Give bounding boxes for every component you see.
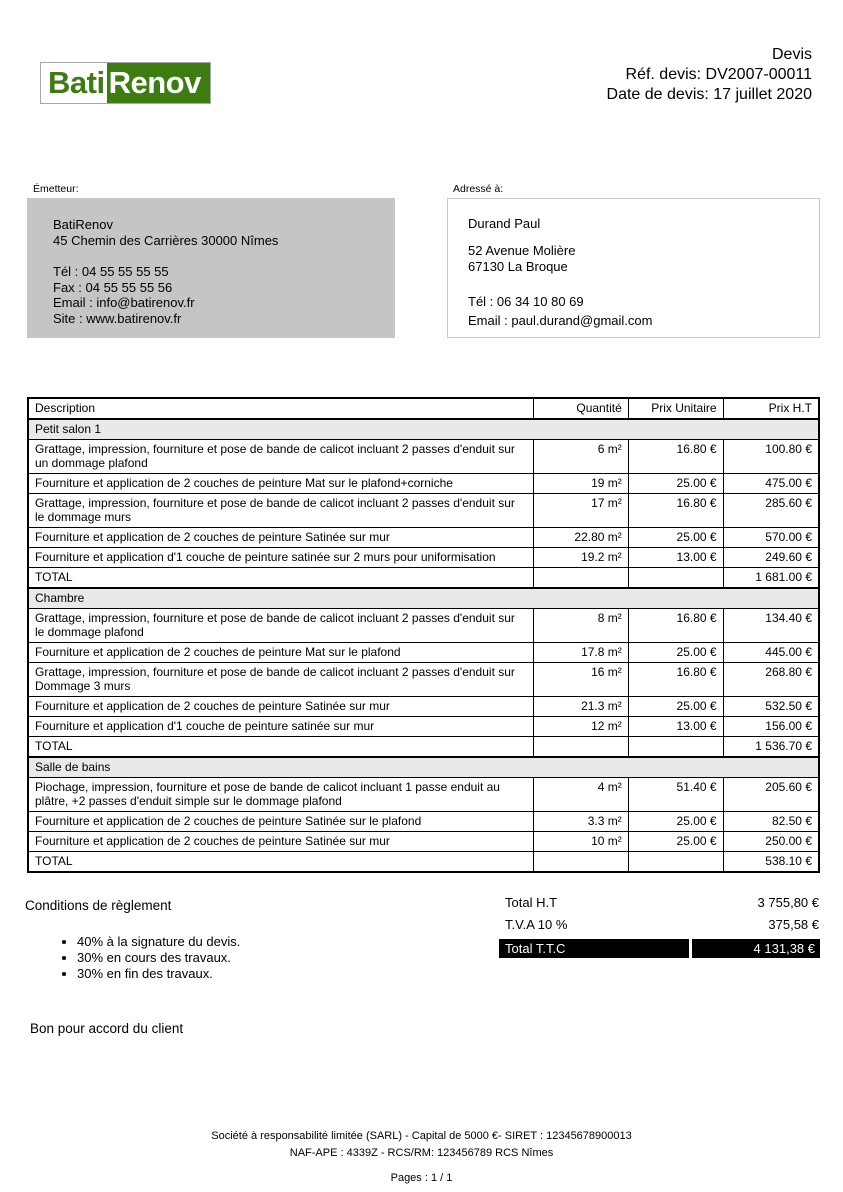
emitter-site: Site : www.batirenov.fr xyxy=(53,310,182,326)
item-quantity: 16 m² xyxy=(533,663,628,697)
item-price: 475.00 € xyxy=(723,474,819,494)
item-row xyxy=(28,548,819,568)
payment-condition-item: • 30% en fin des travaux. xyxy=(77,966,445,982)
empty-cell xyxy=(628,737,723,758)
item-row xyxy=(28,474,819,494)
emitter-tel: Tél : 04 55 55 55 55 xyxy=(53,264,169,279)
item-row xyxy=(28,494,819,528)
item-unit-price: 25.00 € xyxy=(628,474,723,494)
column-header-price: Prix H.T xyxy=(723,398,819,419)
emitter-label: Émetteur: xyxy=(33,183,79,195)
item-quantity: 22.80 m² xyxy=(533,528,628,548)
item-row xyxy=(28,528,819,548)
item-price: 100.80 € xyxy=(723,440,819,474)
tva-value: 375,58 € xyxy=(768,917,819,932)
payment-conditions xyxy=(25,898,445,982)
item-description: Fourniture et application de 2 couches de peinture Satinée sur mur xyxy=(28,528,533,548)
emitter-box xyxy=(27,198,395,338)
payment-conditions-title: Conditions de règlement xyxy=(25,898,172,913)
item-price: 205.60 € xyxy=(723,778,819,812)
recipient-label: Adressé à: xyxy=(453,183,504,195)
item-quantity: 17.8 m² xyxy=(533,643,628,663)
section-header-row xyxy=(28,757,819,778)
item-price: 570.00 € xyxy=(723,528,819,548)
recipient-block xyxy=(447,183,820,338)
section-header-row xyxy=(28,588,819,609)
items-table xyxy=(27,397,820,873)
item-unit-price: 51.40 € xyxy=(628,778,723,812)
emitter-fax: Fax : 04 55 55 55 56 xyxy=(53,279,173,295)
recipient-box xyxy=(447,198,820,338)
item-row xyxy=(28,643,819,663)
item-row xyxy=(28,812,819,832)
section-total-row xyxy=(28,852,819,873)
tva-row xyxy=(499,917,820,933)
payment-condition-item: • 40% à la signature du devis. xyxy=(77,934,445,950)
empty-cell xyxy=(533,852,628,873)
item-description: Fourniture et application d'1 couche de peinture satinée sur 2 murs pour uniformisation xyxy=(28,548,533,568)
item-description: Grattage, impression, fourniture et pose de bande de calicot incluant 2 passes d'enduit sur le dommage murs xyxy=(28,494,533,528)
item-row xyxy=(28,440,819,474)
payment-conditions-list xyxy=(25,934,445,982)
emitter-name: BatiRenov xyxy=(53,217,113,232)
page-count: Pages : 1 / 1 xyxy=(390,1172,453,1184)
empty-cell xyxy=(533,737,628,758)
section-total-value: 1 681.00 € xyxy=(723,568,819,589)
item-quantity: 10 m² xyxy=(533,832,628,852)
item-price: 82.50 € xyxy=(723,812,819,832)
column-header-description: Description xyxy=(28,398,533,419)
section-total-row xyxy=(28,737,819,758)
logo-text-renov: Renov xyxy=(107,63,210,103)
payment-condition-item: • 30% en cours des travaux. xyxy=(77,950,445,966)
item-unit-price: 25.00 € xyxy=(628,643,723,663)
doc-reference: Réf. devis: DV2007-00011 xyxy=(625,66,812,83)
item-unit-price: 16.80 € xyxy=(628,494,723,528)
item-quantity: 12 m² xyxy=(533,717,628,737)
item-unit-price: 13.00 € xyxy=(628,717,723,737)
item-unit-price: 25.00 € xyxy=(628,832,723,852)
empty-cell xyxy=(628,852,723,873)
item-unit-price: 16.80 € xyxy=(628,663,723,697)
section-header-row xyxy=(28,419,819,440)
item-quantity: 6 m² xyxy=(533,440,628,474)
empty-cell xyxy=(628,568,723,589)
emitter-address: 45 Chemin des Carrières 30000 Nîmes xyxy=(53,232,279,248)
recipient-tel: Tél : 06 34 10 80 69 xyxy=(468,294,584,309)
item-quantity: 3.3 m² xyxy=(533,812,628,832)
doc-type: Devis xyxy=(771,46,812,63)
legal-footer xyxy=(0,1128,843,1162)
total-ht-row xyxy=(499,895,820,911)
section-total-label: TOTAL xyxy=(28,568,533,589)
column-header-unit-price: Prix Unitaire xyxy=(628,398,723,419)
total-ttc-label: Total T.T.C xyxy=(499,939,689,958)
item-unit-price: 25.00 € xyxy=(628,812,723,832)
recipient-name: Durand Paul xyxy=(468,216,541,231)
item-quantity: 21.3 m² xyxy=(533,697,628,717)
section-name: Chambre xyxy=(28,588,819,609)
item-quantity: 8 m² xyxy=(533,609,628,643)
item-price: 268.80 € xyxy=(723,663,819,697)
section-name: Salle de bains xyxy=(28,757,819,778)
company-logo xyxy=(40,62,211,104)
item-unit-price: 13.00 € xyxy=(628,548,723,568)
item-description: Fourniture et application de 2 couches de peinture Satinée sur le plafond xyxy=(28,812,533,832)
item-row xyxy=(28,778,819,812)
item-description: Grattage, impression, fourniture et pose de bande de calicot incluant 2 passes d'enduit sur Dommage 3 murs xyxy=(28,663,533,697)
item-quantity: 17 m² xyxy=(533,494,628,528)
item-row xyxy=(28,697,819,717)
item-description: Fourniture et application de 2 couches de peinture Satinée sur mur xyxy=(28,832,533,852)
emitter-email: Email : info@batirenov.fr xyxy=(53,295,195,310)
item-price: 250.00 € xyxy=(723,832,819,852)
item-price: 249.60 € xyxy=(723,548,819,568)
spacer xyxy=(53,248,385,264)
section-total-row xyxy=(28,568,819,589)
document-header xyxy=(607,45,812,105)
item-description: Fourniture et application de 2 couches de peinture Mat sur le plafond+corniche xyxy=(28,474,533,494)
section-total-value: 1 536.70 € xyxy=(723,737,819,758)
section-total-label: TOTAL xyxy=(28,852,533,873)
legal-footer-line2: NAF-APE : 4339Z - RCS/RM: 123456789 RCS Nîmes xyxy=(289,1147,554,1159)
section-total-value: 538.10 € xyxy=(723,852,819,873)
item-description: Grattage, impression, fourniture et pose de bande de calicot incluant 2 passes d'enduit sur un dommage plafond xyxy=(28,440,533,474)
item-unit-price: 25.00 € xyxy=(628,528,723,548)
emitter-block xyxy=(27,183,395,338)
section-total-label: TOTAL xyxy=(28,737,533,758)
item-row xyxy=(28,832,819,852)
item-row xyxy=(28,663,819,697)
item-description: Fourniture et application d'1 couche de peinture satinée sur mur xyxy=(28,717,533,737)
item-quantity: 19 m² xyxy=(533,474,628,494)
item-price: 445.00 € xyxy=(723,643,819,663)
item-row xyxy=(28,717,819,737)
column-header-quantity: Quantité xyxy=(533,398,628,419)
section-name: Petit salon 1 xyxy=(28,419,819,440)
total-ht-label: Total H.T xyxy=(505,895,558,910)
total-ttc-value: 4 131,38 € xyxy=(692,939,820,958)
legal-footer-line1: Société à responsabilité limitée (SARL) - Capital de 5000 €- SIRET : 12345678900013 xyxy=(211,1130,632,1142)
item-price: 532.50 € xyxy=(723,697,819,717)
table-header-row xyxy=(28,398,819,419)
item-description: Fourniture et application de 2 couches de peinture Mat sur le plafond xyxy=(28,643,533,663)
item-description: Piochage, impression, fourniture et pose de bande de calicot incluant 1 passe enduit au plâtre, +2 passes d'enduit simple sur le dommage plafond xyxy=(28,778,533,812)
total-ht-value: 3 755,80 € xyxy=(757,895,819,910)
recipient-address-line2: 67130 La Broque xyxy=(468,259,568,274)
item-price: 285.60 € xyxy=(723,494,819,528)
tva-label: T.V.A 10 % xyxy=(505,917,568,932)
empty-cell xyxy=(533,568,628,589)
total-ttc-row xyxy=(499,939,820,958)
item-description: Grattage, impression, fourniture et pose de bande de calicot incluant 2 passes d'enduit sur le dommage plafond xyxy=(28,609,533,643)
item-row xyxy=(28,609,819,643)
item-unit-price: 25.00 € xyxy=(628,697,723,717)
item-price: 156.00 € xyxy=(723,717,819,737)
spacer xyxy=(468,275,809,294)
item-unit-price: 16.80 € xyxy=(628,609,723,643)
doc-date: Date de devis: 17 juillet 2020 xyxy=(606,86,812,103)
logo-text-bati: Bati xyxy=(41,63,107,103)
item-unit-price: 16.80 € xyxy=(628,440,723,474)
client-approval-text: Bon pour accord du client xyxy=(30,1021,184,1036)
item-quantity: 19.2 m² xyxy=(533,548,628,568)
totals-block xyxy=(499,895,820,958)
item-quantity: 4 m² xyxy=(533,778,628,812)
recipient-address-line1: 52 Avenue Molière xyxy=(468,243,576,258)
item-price: 134.40 € xyxy=(723,609,819,643)
recipient-email: Email : paul.durand@gmail.com xyxy=(468,313,653,328)
item-description: Fourniture et application de 2 couches de peinture Satinée sur mur xyxy=(28,697,533,717)
